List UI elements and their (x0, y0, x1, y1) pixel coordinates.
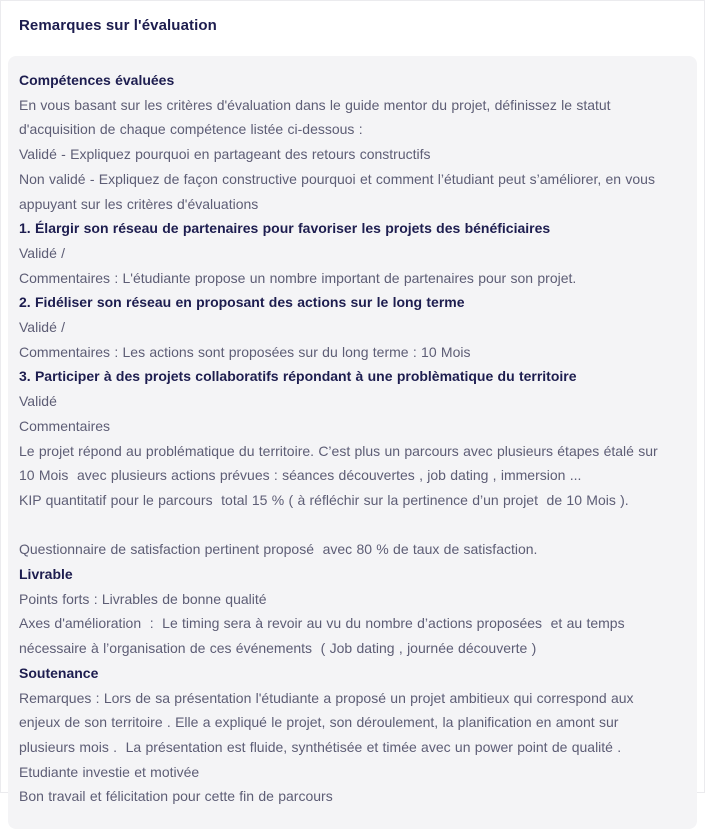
content-paragraph: Le projet répond au problématique du territoire. C’est plus un parcours avec plusieurs étapes étalé sur 10 Mois avec plusieurs actions prévues : séances découvertes , job dating , immersion ... (19, 442, 662, 484)
content-paragraph: Axes d'amélioration : Le timing sera à revoir au vu du nombre d’actions proposées et au temps nécessaire à l’organisation de ces événements ( Job dating , journée découverte ) (19, 615, 629, 657)
content-paragraph: Questionnaire de satisfaction pertinent proposé avec 80 % de taux de satisfaction. (19, 541, 538, 558)
section-heading: Soutenance (19, 664, 99, 681)
content-paragraph (19, 513, 673, 538)
content-paragraph: Validé / (19, 244, 66, 261)
section-heading: Livrable (19, 566, 73, 583)
section-heading: 3. Participer à des projets collaboratifs répondant à une problèmatique du territoire (19, 368, 577, 385)
content-paragraph: Commentaires (19, 417, 111, 434)
content-paragraph: Etudiante investie et motivée (19, 763, 200, 780)
content-paragraph: Points forts : Livrables de bonne qualité (19, 590, 267, 607)
content-paragraph: Validé / (19, 319, 66, 336)
section-heading: 2. Fidéliser son réseau en proposant des actions sur le long terme (19, 294, 465, 311)
content-paragraph: KIP quantitatif pour le parcours total 15 % ( à réfléchir sur la pertinence d’un projet de 10 Mois ). (19, 491, 629, 508)
content-paragraph: Validé (19, 393, 57, 410)
content-paragraph: En vous basant sur les critères d'évaluation dans le guide mentor du projet, définissez le statut d'acquisition de chaque compétence listée ci-dessous : (19, 96, 615, 138)
section-heading: Compétences évaluées (19, 72, 175, 88)
card-title: Remarques sur l'évaluation (19, 17, 217, 34)
content-paragraph: Commentaires : Les actions sont proposées sur du long terme : 10 Mois (19, 343, 471, 360)
content-paragraph: Commentaires : L'étudiante propose un nombre important de partenaires pour son projet. (19, 269, 577, 286)
section-heading: 1. Élargir son réseau de partenaires pour favoriser les projets des bénéficiaires (19, 220, 551, 237)
content-paragraph: Validé - Expliquez pourquoi en partageant des retours constructifs (19, 146, 431, 163)
content-paragraph: Remarques : Lors de sa présentation l'étudiante a proposé un projet ambitieux qui correspond aux enjeux de son territoire . Elle a expliqué le projet, son déroulement, la planification en amont sur plusieurs mois . La présentation est fluide, synthétisée et timée avec un power point de qualité . (19, 689, 638, 755)
evaluation-content-panel (8, 56, 697, 829)
card-header (1, 1, 704, 56)
content-paragraph: Bon travail et félicitation pour cette fin de parcours (19, 788, 333, 805)
content-paragraph: Non validé - Expliquez de façon constructive pourquoi et comment l’étudiant peut s’améliorer, en vous appuyant sur les critères d'évaluations (19, 170, 660, 212)
